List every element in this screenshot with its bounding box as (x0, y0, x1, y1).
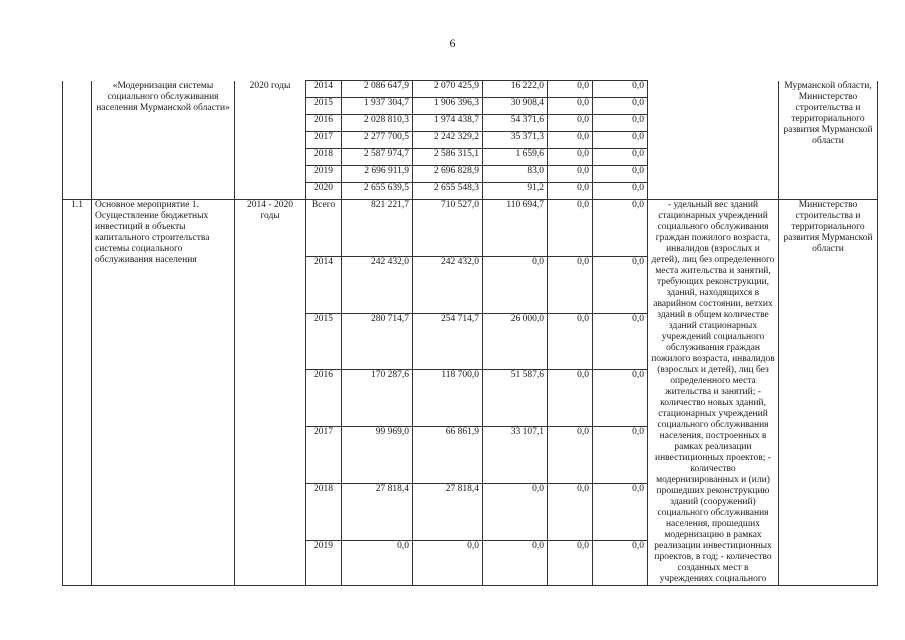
year-cell: 2014 (306, 81, 342, 98)
other-sources-cell: 0,0 (593, 540, 648, 585)
federal-budget-cell: 110 694,7 (483, 200, 548, 257)
year-cell: 2015 (306, 98, 342, 115)
total-cell: 242 432,0 (342, 256, 413, 313)
activity-title-cell: Основное мероприятие 1. Осуществление бюджетных инвестиций в объекты капитального строительства системы социального обслуживания населения (92, 200, 235, 586)
federal-budget-cell: 30 908,4 (483, 98, 548, 115)
other-sources-cell: 0,0 (593, 370, 648, 427)
local-budget-cell: 0,0 (548, 115, 593, 132)
period-cell: 2014 - 2020 годы (235, 200, 306, 586)
year-cell: 2017 (306, 132, 342, 149)
other-sources-cell: 0,0 (593, 256, 648, 313)
year-cell: 2016 (306, 115, 342, 132)
total-cell: 2 587 974,7 (342, 149, 413, 166)
local-budget-cell: 0,0 (548, 200, 593, 257)
year-cell: 2016 (306, 370, 342, 427)
regional-budget-cell: 66 861,9 (413, 427, 483, 484)
year-cell: 2018 (306, 149, 342, 166)
year-cell: 2014 (306, 256, 342, 313)
row-number-cell: 1.1 (63, 200, 92, 586)
federal-budget-cell: 35 371,3 (483, 132, 548, 149)
other-sources-cell: 0,0 (593, 98, 648, 115)
year-cell: 2019 (306, 166, 342, 183)
total-cell: 1 937 304,7 (342, 98, 413, 115)
regional-budget-cell: 242 432,0 (413, 256, 483, 313)
regional-budget-cell: 254 714,7 (413, 313, 483, 370)
federal-budget-cell: 1 659,6 (483, 149, 548, 166)
other-sources-cell: 0,0 (593, 81, 648, 98)
total-cell: 2 277 700,5 (342, 132, 413, 149)
federal-budget-cell: 83,0 (483, 166, 548, 183)
page-number: 6 (449, 36, 456, 50)
local-budget-cell: 0,0 (548, 166, 593, 183)
program-title-cell: «Модернизация системы социального обслуживания населения Мурманской области» (92, 81, 235, 200)
local-budget-cell: 0,0 (548, 149, 593, 166)
year-cell: 2015 (306, 313, 342, 370)
other-sources-cell: 0,0 (593, 484, 648, 541)
regional-budget-cell: 2 586 315,1 (413, 149, 483, 166)
other-sources-cell: 0,0 (593, 115, 648, 132)
local-budget-cell: 0,0 (548, 370, 593, 427)
program-table (62, 80, 878, 586)
year-cell: 2020 (306, 183, 342, 200)
row-number-cell (63, 81, 92, 200)
other-sources-cell: 0,0 (593, 427, 648, 484)
other-sources-cell: 0,0 (593, 166, 648, 183)
local-budget-cell: 0,0 (548, 313, 593, 370)
regional-budget-cell: 2 070 425,9 (413, 81, 483, 98)
other-sources-cell: 0,0 (593, 313, 648, 370)
year-cell: 2019 (306, 540, 342, 585)
other-sources-cell: 0,0 (593, 200, 648, 257)
total-cell: 2 028 810,3 (342, 115, 413, 132)
federal-budget-cell: 33 107,1 (483, 427, 548, 484)
regional-budget-cell: 0,0 (413, 540, 483, 585)
total-cell: 99 969,0 (342, 427, 413, 484)
federal-budget-cell: 26 000,0 (483, 313, 548, 370)
regional-budget-cell: 2 655 548,3 (413, 183, 483, 200)
federal-budget-cell: 0,0 (483, 256, 548, 313)
total-cell: 2 696 911,9 (342, 166, 413, 183)
federal-budget-cell: 54 371,6 (483, 115, 548, 132)
total-cell: 2 655 639,5 (342, 183, 413, 200)
indicators-cell: - удельный вес зданий стационарных учреждений социального обслуживания граждан пожилого возраста, инвалидов (взрослых и детей), лиц без определенного места жительства и занятий, требующих реконструкции, зданий, находящихся в аварийном состоянии, ветхих зданий в общем количестве зданий стационарных учреждений социального обслуживания граждан пожилого возраста, инвалидов (взрослых и детей), лиц без определенного места жительства и занятий; - количество новых зданий, стационарных учреждений социального обслуживания населения, построенных в рамках реализации инвестиционных проектов; - количество модернизированных и (или) прошедших реконструкцию зданий (сооружений) социального обслуживания населения, прошедших модернизацию в рамках реализации инвестиционных проектов, в год; - количество созданных мест в учреждениях социального (648, 200, 779, 586)
regional-budget-cell: 1 906 396,3 (413, 98, 483, 115)
local-budget-cell: 0,0 (548, 98, 593, 115)
local-budget-cell: 0,0 (548, 540, 593, 585)
executor-cell: Мурманской области, Министерство строительства и территориального развития Мурманской области (779, 81, 878, 200)
regional-budget-cell: 2 696 828,9 (413, 166, 483, 183)
federal-budget-cell: 91,2 (483, 183, 548, 200)
federal-budget-cell: 16 222,0 (483, 81, 548, 98)
regional-budget-cell: 710 527,0 (413, 200, 483, 257)
other-sources-cell: 0,0 (593, 183, 648, 200)
local-budget-cell: 0,0 (548, 81, 593, 98)
executor-cell: Министерство строительства и территориального развития Мурманской области (779, 200, 878, 586)
other-sources-cell: 0,0 (593, 132, 648, 149)
regional-budget-cell: 1 974 438,7 (413, 115, 483, 132)
local-budget-cell: 0,0 (548, 256, 593, 313)
federal-budget-cell: 51 587,6 (483, 370, 548, 427)
total-cell: 27 818,4 (342, 484, 413, 541)
year-cell: 2017 (306, 427, 342, 484)
total-cell: 0,0 (342, 540, 413, 585)
regional-budget-cell: 27 818,4 (413, 484, 483, 541)
local-budget-cell: 0,0 (548, 484, 593, 541)
regional-budget-cell: 118 700,0 (413, 370, 483, 427)
regional-budget-cell: 2 242 329,2 (413, 132, 483, 149)
table-row (63, 81, 878, 98)
local-budget-cell: 0,0 (548, 183, 593, 200)
federal-budget-cell: 0,0 (483, 484, 548, 541)
federal-budget-cell: 0,0 (483, 540, 548, 585)
total-cell: 2 086 647,9 (342, 81, 413, 98)
total-cell: 170 287,6 (342, 370, 413, 427)
year-cell: Всего (306, 200, 342, 257)
year-cell: 2018 (306, 484, 342, 541)
indicators-cell (648, 81, 779, 200)
local-budget-cell: 0,0 (548, 132, 593, 149)
other-sources-cell: 0,0 (593, 149, 648, 166)
total-cell: 821 221,7 (342, 200, 413, 257)
period-cell: 2020 годы (235, 81, 306, 200)
local-budget-cell: 0,0 (548, 427, 593, 484)
table-row (63, 200, 878, 257)
total-cell: 280 714,7 (342, 313, 413, 370)
